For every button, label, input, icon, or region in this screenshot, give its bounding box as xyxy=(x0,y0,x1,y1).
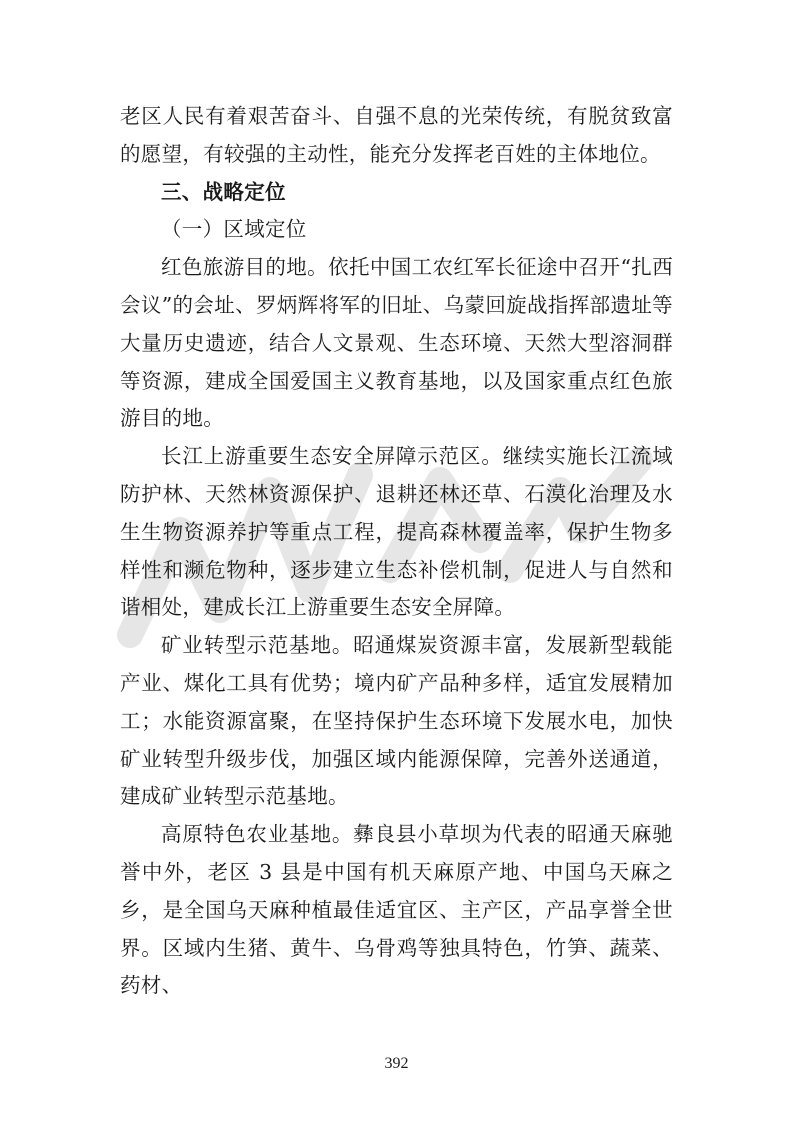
paragraph-red-tourism: 红色旅游目的地。依托中国工农红军长征途中召开“扎西会议”的会址、罗炳辉将军的旧址、乌蒙回旋战指挥部遗址等大量历史遗迹，结合人文景观、生态环境、天然大型溶洞群等资源，建成全国爱国主义教育基地，以及国家重点红色旅游目的地。 xyxy=(120,255,673,431)
paragraph-continuation: 老区人民有着艰苦奋斗、自强不息的光荣传统，有脱贫致富的愿望，有较强的主动性，能充分发挥老百姓的主体地位。 xyxy=(120,104,673,166)
paragraph-plateau-agriculture: 高原特色农业基地。彝良县小草坝为代表的昭通天麻驰誉中外，老区 3 县是中国有机天麻原产地、中国乌天麻之乡，是全国乌天麻种植最佳适宜区、主产区，产品享誉全世界。区域内生猪、黄牛、乌骨鸡等独具特色，竹笋、蔬菜、药材、 xyxy=(120,822,673,998)
paragraph-ecological-barrier: 长江上游重要生态安全屏障示范区。继续实施长江流域防护林、天然林资源保护、退耕还林还草、石漠化治理及水生生物资源养护等重点工程，提高森林覆盖率，保护生物多样性和濒危物种，逐步建立生态补偿机制，促进人与自然和谐相处，建成长江上游重要生态安全屏障。 xyxy=(120,444,673,620)
body-text xyxy=(120,98,673,1005)
subsection-heading-regional-positioning: （一）区域定位 xyxy=(161,217,307,242)
section-heading-strategic-positioning: 三、战略定位 xyxy=(161,179,286,204)
paragraph-mining-transformation: 矿业转型示范基地。昭通煤炭资源丰富，发展新型载能产业、煤化工具有优势；境内矿产品种多样，适宜发展精加工；水能资源富聚，在坚持保护生态环境下发展水电，加快矿业转型升级步伐，加强区域内能源保障，完善外送通道，建成矿业转型示范基地。 xyxy=(120,633,673,809)
page-number: 392 xyxy=(384,1055,409,1072)
